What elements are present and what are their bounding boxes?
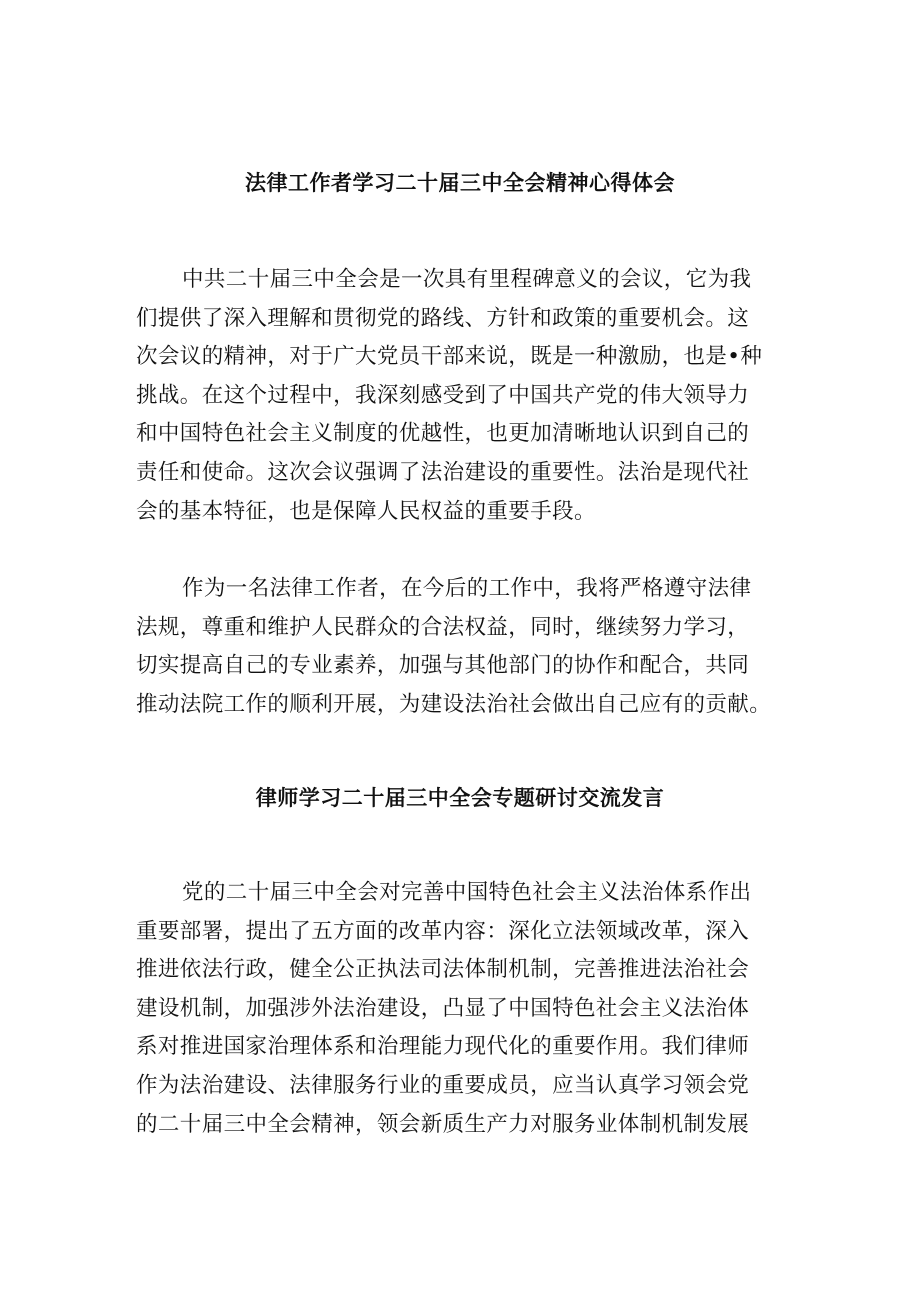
section-2-title: 律师学习二十届三中全会专题研讨交流发言 [255,786,665,810]
text-line: 法规，尊重和维护人民群众的合法权益，同时，继续努力学习， [136,614,750,640]
section-1-paragraph-1 [136,261,788,531]
section-2-paragraph-1 [136,874,788,1144]
text-line: 建设机制，加强涉外法治建设，凸显了中国特色社会主义法治体 [136,995,750,1021]
text-line: 责任和使命。这次会议强调了法治建设的重要性。法治是现代社 [136,459,750,485]
text-line: 作为法治建设、法律服务行业的重要成员，应当认真学习领会党 [136,1072,750,1098]
text-line: 的二十届三中全会精神，领会新质生产力对服务业体制机制发展 [136,1111,750,1137]
section-1-paragraph-2 [136,570,788,724]
text-line: 和中国特色社会主义制度的优越性，也更加清晰地认识到自己的 [136,421,750,447]
text-line: 挑战。在这个过程中，我深刻感受到了中国共产党的伟大领导力 [136,382,750,408]
text-line: 重要部署，提出了五方面的改革内容：深化立法领域改革，深入 [136,918,750,944]
text-line: 会的基本特征，也是保障人民权益的重要手段。 [136,498,596,524]
text-line: 切实提高自己的专业素养，加强与其他部门的协作和配合，共同 [136,653,750,679]
text-line: 党的二十届三中全会对完善中国特色社会主义法治体系作出 [182,880,752,905]
text-line: 推进依法行政，健全公正执法司法体制机制，完善推进法治社会 [136,957,750,983]
text-line: 次会议的精神，对于广大党员干部来说，既是一种激励，也是•种 [136,344,763,370]
text-line: 中共二十届三中全会是一次具有里程碑意义的会议，它为我 [182,267,752,292]
text-line: 们提供了深入理解和贯彻党的路线、方针和政策的重要机会。这 [136,305,750,331]
text-line: 系对推进国家治理体系和治理能力现代化的重要作用。我们律师 [136,1034,750,1060]
section-1-title: 法律工作者学习二十届三中全会精神心得体会 [245,171,675,195]
text-line: 作为一名法律工作者，在今后的工作中，我将严格遵守法律 [182,576,752,601]
text-line: 推动法院工作的顺利开展，为建设法治社会做出自己应有的贡献。 [136,691,772,717]
